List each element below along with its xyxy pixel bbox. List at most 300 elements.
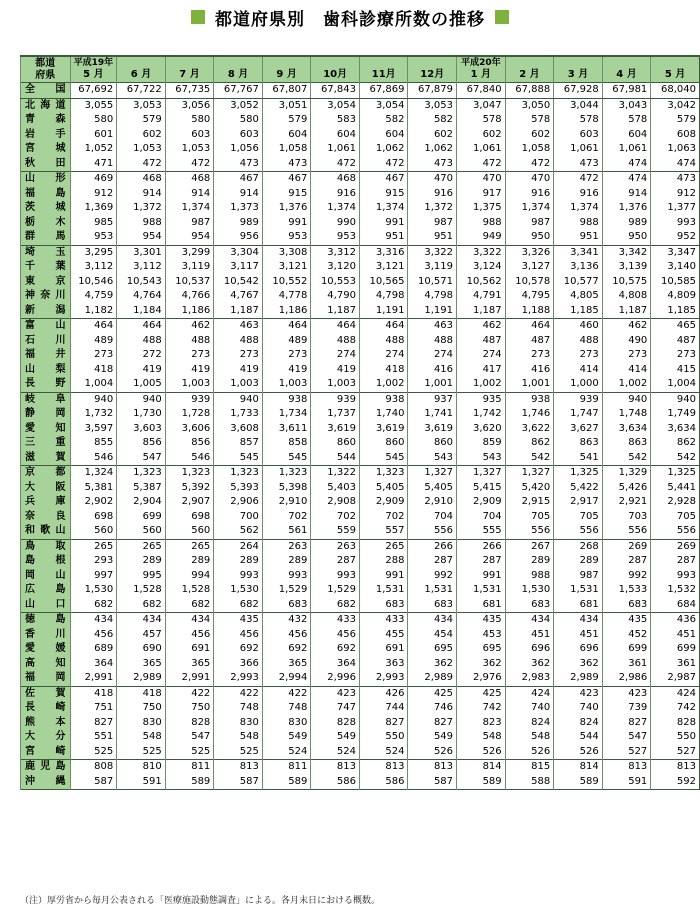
count-cell: 2,989 [117,671,166,686]
count-cell: 940 [602,392,651,407]
count-cell: 1,529 [311,583,360,598]
count-cell: 1,063 [651,142,700,157]
count-cell: 67,928 [554,83,603,99]
count-cell: 1,730 [117,407,166,422]
table-row [21,701,700,716]
prefecture-name: 鳥取 [21,539,71,554]
count-cell: 274 [408,348,457,363]
count-cell: 263 [311,539,360,554]
prefecture-name: 福井 [21,348,71,363]
count-cell: 1,741 [408,407,457,422]
count-cell: 1,185 [651,304,700,319]
count-cell: 1,728 [165,407,214,422]
count-cell: 488 [408,334,457,349]
count-cell: 692 [262,642,311,657]
count-cell: 3,603 [117,422,166,437]
table-row [21,245,700,260]
count-cell: 1,746 [505,407,554,422]
count-cell: 472 [165,157,214,172]
count-cell: 488 [359,334,408,349]
count-cell: 702 [311,510,360,525]
count-cell: 473 [554,157,603,172]
count-cell: 1,062 [359,142,408,157]
table-row [21,201,700,216]
table-row [21,539,700,554]
count-cell: 578 [457,113,506,128]
count-cell: 682 [70,598,117,613]
count-cell: 699 [117,510,166,525]
count-cell: 2,989 [554,671,603,686]
count-cell: 1,327 [457,466,506,481]
table-row [21,157,700,172]
table-row [21,128,700,143]
count-cell: 4,798 [408,289,457,304]
count-cell: 855 [70,436,117,451]
count-cell: 542 [505,451,554,466]
count-cell: 4,778 [262,289,311,304]
count-cell: 524 [262,745,311,760]
count-cell: 1,061 [457,142,506,157]
count-cell: 997 [70,569,117,584]
table-row [21,583,700,598]
count-cell: 830 [214,716,263,731]
count-cell: 993 [651,216,700,231]
count-cell: 546 [70,451,117,466]
count-cell: 1,187 [214,304,263,319]
count-cell: 740 [554,701,603,716]
count-cell: 1,374 [359,201,408,216]
count-cell: 453 [457,628,506,643]
count-cell: 417 [457,363,506,378]
count-cell: 992 [602,569,651,584]
count-cell: 3,053 [117,98,166,113]
count-cell: 589 [165,775,214,790]
count-cell: 273 [554,348,603,363]
count-cell: 265 [70,539,117,554]
count-cell: 3,341 [554,245,603,260]
prefecture-name: 長野 [21,377,71,392]
count-cell: 416 [408,363,457,378]
count-cell: 604 [262,128,311,143]
count-cell: 1,323 [117,466,166,481]
count-cell: 462 [165,319,214,334]
count-cell: 603 [554,128,603,143]
count-cell: 2,928 [651,495,700,510]
count-cell: 3,043 [602,98,651,113]
header-month [359,56,408,83]
count-cell: 823 [457,716,506,731]
count-cell: 949 [457,230,506,245]
count-cell: 432 [262,613,311,628]
count-cell: 1,061 [554,142,603,157]
table-row [21,524,700,539]
count-cell: 542 [651,451,700,466]
count-cell: 524 [359,745,408,760]
prefecture-name: 奈良 [21,510,71,525]
count-cell: 3,052 [214,98,263,113]
count-cell: 578 [505,113,554,128]
count-cell: 1,191 [408,304,457,319]
prefecture-name: 沖縄 [21,775,71,790]
count-cell: 857 [214,436,263,451]
table-row [21,422,700,437]
count-cell: 916 [408,187,457,202]
count-cell: 698 [165,510,214,525]
count-cell: 1,529 [262,583,311,598]
count-cell: 1,323 [214,466,263,481]
count-cell: 3,050 [505,98,554,113]
header-year [651,57,699,69]
count-cell: 274 [457,348,506,363]
count-cell: 3,121 [262,260,311,275]
header-prefecture [21,56,71,83]
count-cell: 365 [262,657,311,672]
count-cell: 419 [262,363,311,378]
count-cell: 547 [602,730,651,745]
header-month-label: 3 月 [567,69,589,80]
count-cell: 953 [262,230,311,245]
count-cell: 273 [70,348,117,363]
table-row [21,730,700,745]
count-cell: 3,312 [311,245,360,260]
count-cell: 3,140 [651,260,700,275]
count-cell: 579 [651,113,700,128]
count-cell: 556 [554,524,603,539]
count-cell: 455 [359,628,408,643]
count-cell: 988 [554,216,603,231]
header-year: 平成20年 [461,58,501,68]
count-cell: 463 [214,319,263,334]
count-cell: 3,139 [602,260,651,275]
prefecture-name: 滋賀 [21,451,71,466]
count-cell: 545 [214,451,263,466]
count-cell: 1,374 [311,201,360,216]
count-cell: 464 [70,319,117,334]
count-cell: 1,002 [602,377,651,392]
count-cell: 456 [311,628,360,643]
count-cell: 464 [311,319,360,334]
prefecture-name: 三重 [21,436,71,451]
count-cell: 361 [651,657,700,672]
count-cell: 601 [70,128,117,143]
table-row [21,598,700,613]
count-cell: 1,327 [505,466,554,481]
count-cell: 462 [457,319,506,334]
header-year [506,57,554,69]
prefecture-name: 兵庫 [21,495,71,510]
count-cell: 5,398 [262,481,311,496]
count-cell: 414 [554,363,603,378]
count-cell: 827 [602,716,651,731]
table-row [21,348,700,363]
count-cell: 1,003 [214,377,263,392]
count-cell: 541 [554,451,603,466]
count-cell: 1,329 [602,466,651,481]
count-cell: 560 [165,524,214,539]
count-cell: 1,005 [117,377,166,392]
count-cell: 362 [505,657,554,672]
count-cell: 683 [262,598,311,613]
count-cell: 526 [457,745,506,760]
count-cell: 433 [311,613,360,628]
title-square-left-icon [191,10,205,24]
count-cell: 524 [311,745,360,760]
count-cell: 1,186 [262,304,311,319]
count-cell: 808 [70,760,117,775]
table-row [21,760,700,775]
count-cell: 474 [651,157,700,172]
count-cell: 938 [359,392,408,407]
prefecture-name: 岩手 [21,128,71,143]
count-cell: 467 [214,172,263,187]
count-cell: 273 [651,348,700,363]
count-cell: 1,375 [457,201,506,216]
count-cell: 1,188 [505,304,554,319]
count-cell: 418 [117,686,166,701]
count-cell: 550 [651,730,700,745]
count-cell: 549 [262,730,311,745]
count-cell: 5,381 [70,481,117,496]
count-cell: 1,742 [457,407,506,422]
header-pref-label-1: 都道 [35,58,56,69]
count-cell: 525 [214,745,263,760]
count-cell: 1,187 [311,304,360,319]
count-cell: 471 [70,157,117,172]
count-cell: 811 [262,760,311,775]
count-cell: 546 [165,451,214,466]
count-cell: 1,191 [359,304,408,319]
count-cell: 914 [214,187,263,202]
count-cell: 545 [359,451,408,466]
count-cell: 451 [651,628,700,643]
count-cell: 435 [214,613,263,628]
count-cell: 487 [457,334,506,349]
count-cell: 683 [408,598,457,613]
count-cell: 987 [165,216,214,231]
count-cell: 68,040 [651,83,700,99]
count-cell: 2,991 [70,671,117,686]
count-cell: 472 [457,157,506,172]
count-cell: 691 [359,642,408,657]
count-cell: 433 [359,613,408,628]
header-year [360,57,408,69]
count-cell: 419 [311,363,360,378]
count-cell: 1,001 [505,377,554,392]
count-cell: 988 [457,216,506,231]
count-cell: 468 [311,172,360,187]
header-month-label: 6 月 [130,69,152,80]
count-cell: 273 [214,348,263,363]
count-cell: 702 [359,510,408,525]
count-cell: 543 [408,451,457,466]
prefecture-name: 高知 [21,657,71,672]
count-cell: 988 [505,569,554,584]
table-row [21,466,700,481]
count-cell: 559 [311,524,360,539]
count-cell: 1,186 [165,304,214,319]
count-cell: 1,372 [117,201,166,216]
count-cell: 10,537 [165,275,214,290]
count-cell: 362 [554,657,603,672]
count-cell: 1,528 [165,583,214,598]
count-cell: 991 [262,216,311,231]
count-cell: 3,047 [457,98,506,113]
count-cell: 1,061 [311,142,360,157]
count-cell: 828 [651,716,700,731]
count-cell: 1,532 [651,583,700,598]
count-cell: 488 [165,334,214,349]
count-cell: 916 [554,187,603,202]
count-cell: 951 [554,230,603,245]
table-row [21,613,700,628]
prefecture-name: 大分 [21,730,71,745]
count-cell: 3,608 [214,422,263,437]
count-cell: 987 [505,216,554,231]
count-cell: 587 [214,775,263,790]
count-cell: 2,996 [311,671,360,686]
count-cell: 560 [70,524,117,539]
count-cell: 1,531 [408,583,457,598]
header-month [602,56,651,83]
prefecture-name: 岡山 [21,569,71,584]
table-row [21,113,700,128]
count-cell: 940 [214,392,263,407]
count-cell: 288 [359,554,408,569]
count-cell: 814 [554,760,603,775]
footnote: （注）厚労省から毎月公表される「医療施設動態調査」による。各月末日における概数。 [20,896,381,906]
count-cell: 1,062 [408,142,457,157]
table-row [21,554,700,569]
count-cell: 415 [651,363,700,378]
count-cell: 700 [214,510,263,525]
prefecture-name: 佐賀 [21,686,71,701]
count-cell: 488 [554,334,603,349]
count-cell: 4,809 [651,289,700,304]
count-cell: 3,127 [505,260,554,275]
count-cell: 860 [359,436,408,451]
count-cell: 696 [505,642,554,657]
count-cell: 10,575 [602,275,651,290]
count-cell: 289 [262,554,311,569]
count-cell: 10,562 [457,275,506,290]
table-row [21,187,700,202]
count-cell: 914 [165,187,214,202]
count-cell: 3,634 [602,422,651,437]
count-cell: 3,619 [359,422,408,437]
table-row [21,495,700,510]
count-cell: 2,910 [262,495,311,510]
count-cell: 526 [554,745,603,760]
count-cell: 683 [602,598,651,613]
prefecture-name: 福岡 [21,671,71,686]
count-cell: 10,565 [359,275,408,290]
prefecture-name: 新潟 [21,304,71,319]
count-cell: 422 [262,686,311,701]
count-cell: 489 [262,334,311,349]
count-cell: 988 [117,216,166,231]
count-cell: 274 [311,348,360,363]
count-cell: 289 [165,554,214,569]
count-cell: 67,888 [505,83,554,99]
count-cell: 462 [602,319,651,334]
count-cell: 916 [505,187,554,202]
count-cell: 824 [554,716,603,731]
count-cell: 10,578 [505,275,554,290]
count-cell: 464 [117,319,166,334]
count-cell: 827 [408,716,457,731]
count-cell: 543 [457,451,506,466]
count-cell: 682 [117,598,166,613]
table-row [21,436,700,451]
count-cell: 434 [505,613,554,628]
count-cell: 682 [214,598,263,613]
count-cell: 592 [651,775,700,790]
count-cell: 917 [457,187,506,202]
count-cell: 3,053 [408,98,457,113]
prefecture-name: 宮城 [21,142,71,157]
count-cell: 695 [457,642,506,657]
count-cell: 2,921 [602,495,651,510]
header-month [457,56,506,83]
count-cell: 3,620 [457,422,506,437]
count-cell: 863 [602,436,651,451]
count-cell: 1,373 [214,201,263,216]
count-cell: 526 [505,745,554,760]
count-cell: 953 [70,230,117,245]
count-cell: 748 [262,701,311,716]
table-row [21,671,700,686]
count-cell: 1,740 [359,407,408,422]
count-cell: 289 [117,554,166,569]
table-row [21,716,700,731]
count-cell: 740 [505,701,554,716]
count-cell: 1,061 [602,142,651,157]
count-cell: 418 [70,686,117,701]
count-cell: 1,737 [311,407,360,422]
count-cell: 5,387 [117,481,166,496]
count-cell: 950 [505,230,554,245]
count-cell: 3,619 [311,422,360,437]
count-cell: 589 [457,775,506,790]
count-cell: 419 [117,363,166,378]
count-cell: 3,056 [165,98,214,113]
count-cell: 465 [651,319,700,334]
table-row [21,775,700,790]
count-cell: 862 [505,436,554,451]
count-cell: 602 [505,128,554,143]
count-cell: 813 [311,760,360,775]
count-cell: 269 [602,539,651,554]
count-cell: 2,915 [505,495,554,510]
table-row [21,392,700,407]
header-month [117,56,166,83]
page-title [0,5,700,29]
count-cell: 1,528 [117,583,166,598]
count-cell: 556 [651,524,700,539]
count-cell: 426 [359,686,408,701]
count-cell: 940 [651,392,700,407]
count-cell: 422 [214,686,263,701]
count-cell: 588 [505,775,554,790]
count-cell: 548 [457,730,506,745]
count-cell: 863 [554,436,603,451]
count-cell: 414 [602,363,651,378]
count-cell: 67,869 [359,83,408,99]
count-cell: 470 [505,172,554,187]
count-cell: 856 [117,436,166,451]
count-cell: 3,044 [554,98,603,113]
count-cell: 488 [117,334,166,349]
